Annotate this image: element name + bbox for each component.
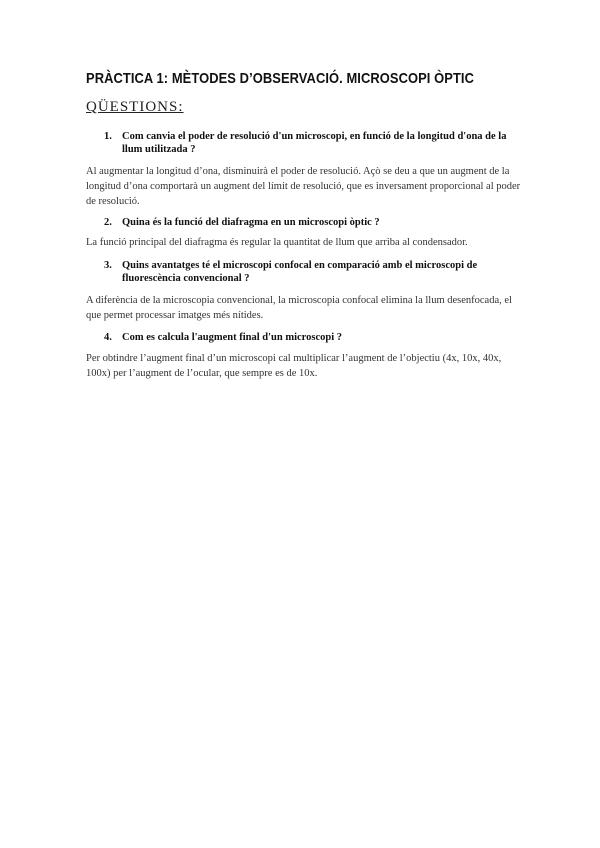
question-2: [104, 216, 524, 229]
answer-3: A diferència de la microscopia convencional, la microscopia confocal elimina la llum desenfocada, el que permet processar imatges més nítides.: [86, 295, 512, 321]
page-title: PRÀCTICA 1: MÈTODES D’OBSERVACIÓ. MICROSCOPI ÒPTIC: [86, 70, 474, 87]
question-number: 1.: [104, 131, 112, 142]
question-text: Com canvia el poder de resolució d'un microscopi, en funció de la longitud d'ona de la llum utilitzada ?: [122, 131, 507, 155]
answer-1: Al augmentar la longitud d’ona, disminuirà el poder de resolució. Açò se deu a que un augment de la longitud d’ona comportarà un augment del límit de resolució, que es inversament proporcional al poder de resolució.: [86, 166, 521, 207]
question-number: 4.: [104, 332, 112, 343]
question-3: [104, 259, 524, 285]
question-text: Quina és la funció del diafragma en un microscopi òptic ?: [122, 217, 380, 228]
question-number: 2.: [104, 217, 112, 228]
answer-2: La funció principal del diafragma és regular la quantitat de llum que arriba al condensador.: [86, 237, 468, 248]
question-text: Quins avantatges té el microscopi confocal en comparació amb el microscopi de fluorescència convencional ?: [122, 260, 478, 284]
question-text: Com es calcula l'augment final d'un microscopi ?: [122, 332, 343, 343]
answer-4: Per obtindre l’augment final d’un microscopi cal multiplicar l’augment de l’objectiu (4x, 10x, 40x, 100x) per l’augment de l’ocular, que sempre es de 10x.: [86, 353, 502, 379]
question-4: [104, 331, 524, 344]
question-number: 3.: [104, 260, 112, 271]
section-heading: QÜESTIONS:: [86, 99, 184, 115]
question-1: [104, 130, 524, 156]
